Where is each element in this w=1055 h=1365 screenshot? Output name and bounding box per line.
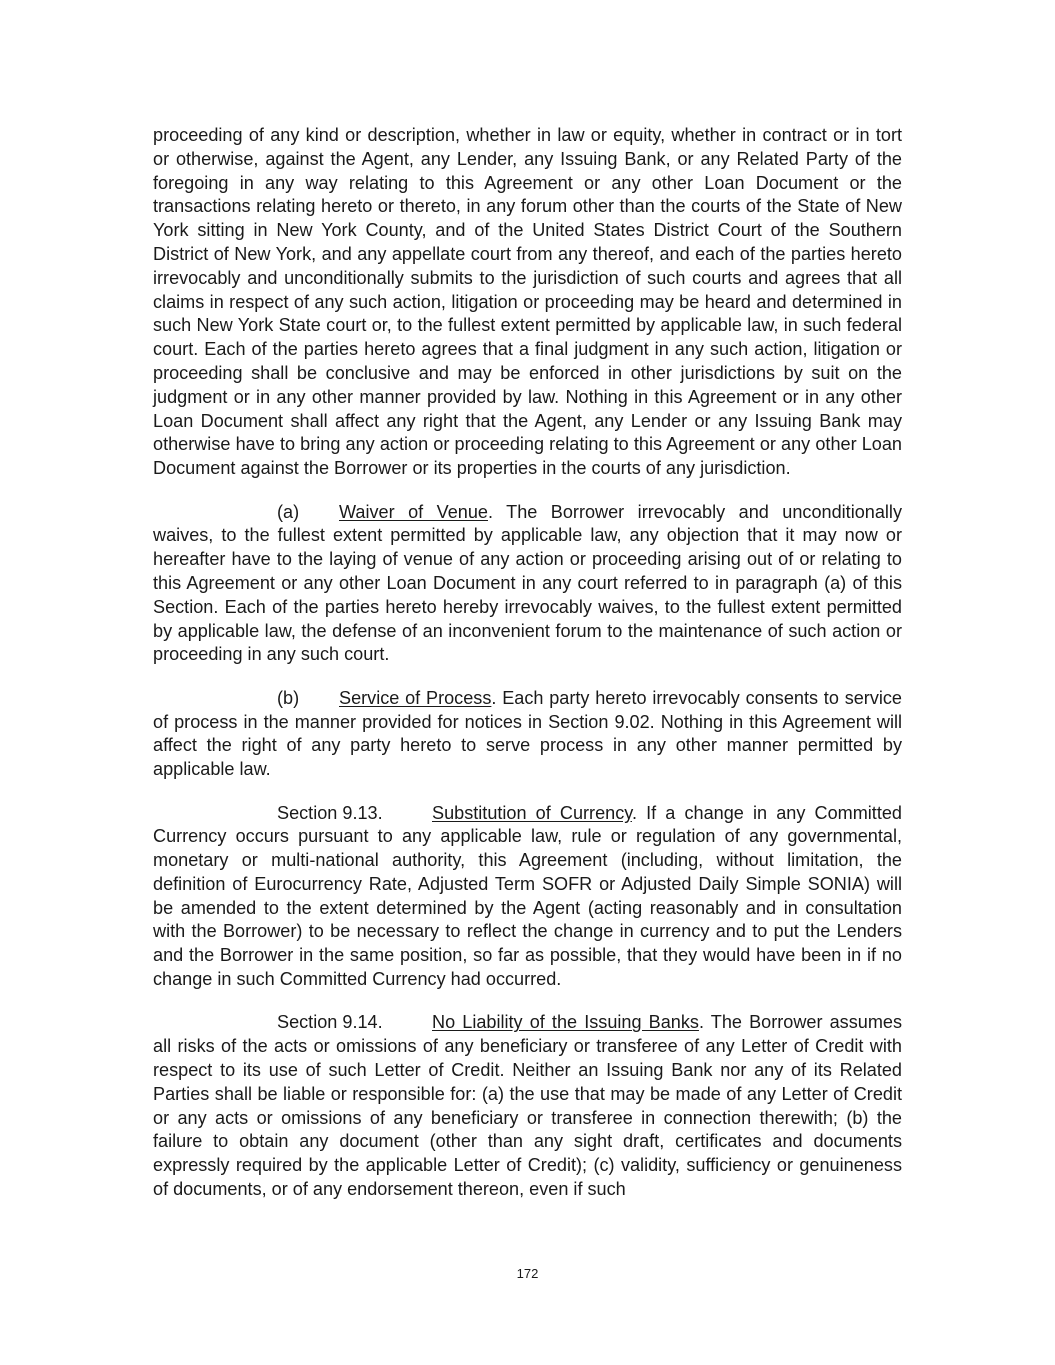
section-label: Section 9.13. — [277, 802, 383, 823]
clause-label: (a) — [277, 501, 300, 522]
paragraph-waiver-of-venue — [153, 501, 902, 668]
document-body — [153, 124, 902, 1221]
clause-heading: Waiver of Venue — [339, 501, 488, 522]
paragraph-text: . If a change in any Committed Currency occurs pursuant to any applicable law, rule or regulation of any governmental, monetary or multi-national authority, this Agreement (including, without limitation, the definition of Eurocurrency Rate, Adjusted Term SOFR or Adjusted Daily Simple SONIA) will be amended to the extent determined by the Agent (acting reasonably and in consultation with the Borrower) to be necessary to reflect the change in currency and to put the Lenders and the Borrower in the same position, so far as possible, that they would have been in if no change in such Committed Currency had occurred. — [153, 802, 902, 990]
section-9-14 — [153, 1011, 902, 1201]
paragraph-text: . The Borrower assumes all risks of the acts or omissions of any beneficiary or transferee of any Letter of Credit with respect to its use of such Letter of Credit. Neither an Issuing Bank nor any of its Related Parties shall be liable or responsible for: (a) the use that may be made of any Letter of Credit or any acts or omissions of any beneficiary or transferee in connection therewith; (b) the failure to obtain any document (other than any sight draft, certificates and documents expressly required by the applicable Letter of Credit); (c) validity, sufficiency or genuineness of documents, or of any endorsement thereon, even if such — [153, 1012, 903, 1200]
page-number: 172 — [516, 1266, 539, 1281]
paragraph-jurisdiction-continued — [153, 124, 902, 481]
section-heading: No Liability of the Issuing Banks — [432, 1012, 699, 1033]
section-9-13 — [153, 802, 902, 992]
clause-heading: Service of Process — [339, 687, 492, 708]
paragraph-text: . Each party hereto irrevocably consents to service of process in the manner provided for notices in Section 9.02. Nothing in this Agreement will affect the right of any party hereto to serve process in any other manner permitted by applicable law. — [153, 687, 902, 780]
paragraph-service-of-process — [153, 687, 902, 782]
paragraph-text: proceeding of any kind or description, whether in law or equity, whether in contract or in tort or otherwise, against the Agent, any Lender, any Issuing Bank, or any Related Party of the foregoing in any way relating to this Agreement or any other Loan Document or the transactions relating hereto or thereto, in any forum other than the courts of the State of New York sitting in New York County, and of the United States District Court of the Southern District of New York, and any appellate court from any thereof, and each of the parties hereto irrevocably and unconditionally submits to the jurisdiction of such courts and agrees that all claims in respect of any such action, litigation or proceeding may be heard and determined in such New York State court or, to the fullest extent permitted by applicable law, in such federal court. Each of the parties hereto agrees that a final judgment in any such action, litigation or proceeding shall be conclusive and may be enforced in other jurisdictions by suit on the judgment or in any other manner provided by law. Nothing in this Agreement or in any other Loan Document shall affect any right that the Agent, any Lender or any Issuing Bank may otherwise have to bring any action or proceeding relating to this Agreement or any other Loan Document against the Borrower or its properties in the courts of any jurisdiction. — [153, 125, 902, 479]
section-heading: Substitution of Currency — [432, 802, 632, 823]
paragraph-text: . The Borrower irrevocably and unconditionally waives, to the fullest extent permitted by applicable law, any objection that it may now or hereafter have to the laying of venue of any action or proceeding arising out of or relating to this Agreement or any other Loan Document in any court referred to in paragraph (a) of this Section. Each of the parties hereto hereby irrevocably waives, to the fullest extent permitted by applicable law, the defense of an inconvenient forum to the maintenance of such action or proceeding in any such court. — [153, 501, 902, 665]
clause-label: (b) — [277, 687, 300, 708]
section-label: Section 9.14. — [277, 1012, 383, 1033]
